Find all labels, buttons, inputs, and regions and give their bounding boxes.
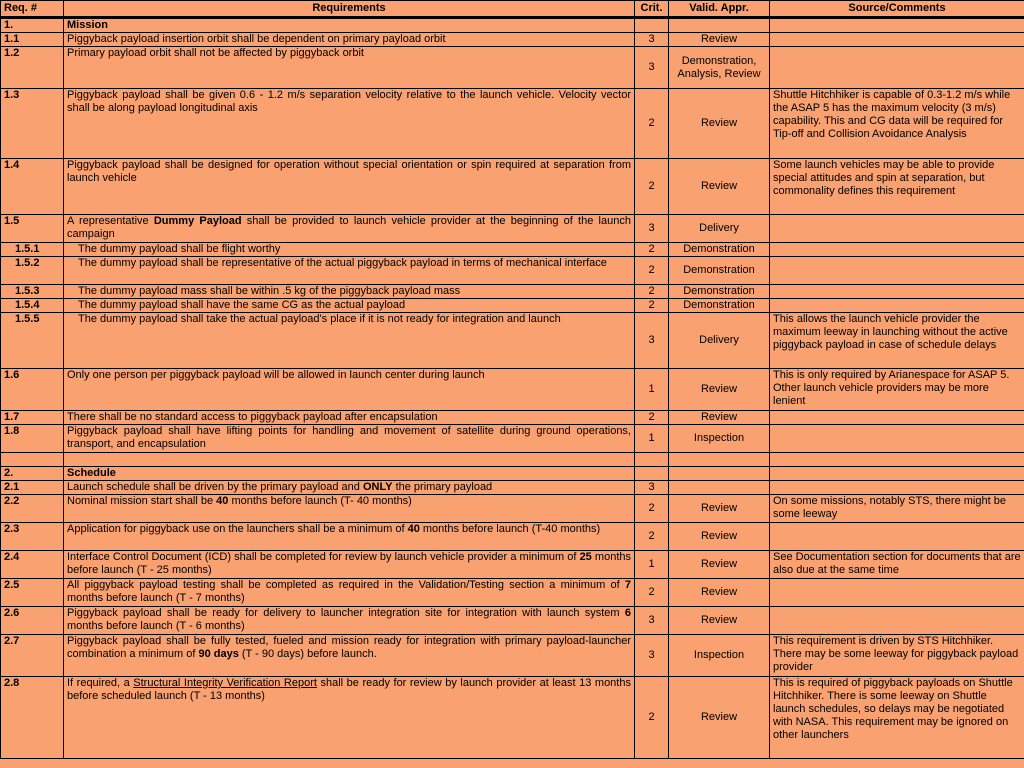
empty-cell [669,18,770,33]
req-text-bold: Dummy Payload [153,215,242,227]
table-row [1,635,1024,677]
req-source: See Documentation section for documents that are also due at the same time [770,551,1024,579]
req-text-bold: 90 days [198,648,239,660]
req-id: 1.7 [1,411,64,425]
table-row [1,411,1024,425]
table-row [1,215,1024,243]
req-id: 1.5.4 [1,299,64,313]
req-id: 2.8 [1,677,64,759]
req-source [770,215,1024,243]
req-text: Piggyback payload shall be designed for operation without special orientation or spin required at separation from launch vehicle [64,159,635,215]
req-text-part: A representative [67,215,154,227]
table-header-row [1,1,1024,18]
req-text: The dummy payload shall have the same CG as the actual payload [64,299,635,313]
req-text-part: (T - 90 days) before launch. [238,648,377,660]
table-row [1,523,1024,551]
table-row [1,33,1024,47]
table-row [1,481,1024,495]
req-validation: Review [669,411,770,425]
req-source [770,523,1024,551]
req-source: This is only required by Arianespace for ASAP 5. Other launch vehicle providers may be more lenient [770,369,1024,411]
req-source [770,285,1024,299]
req-id: 2.4 [1,551,64,579]
req-source [770,257,1024,285]
req-text: Piggyback payload shall have lifting points for handling and movement of satellite during ground operations, transport, and encapsulation [64,425,635,453]
table-row [1,89,1024,159]
req-crit: 2 [635,495,669,523]
req-validation: Review [669,495,770,523]
req-text-underlined: Structural Integrity Verification Report [133,677,317,689]
empty-cell [669,453,770,467]
table-row [1,495,1024,523]
empty-cell [1,453,64,467]
req-text-part: If required, a [67,677,134,689]
table-row [1,551,1024,579]
req-text-bold: 25 [579,551,592,563]
req-id: 2.7 [1,635,64,677]
req-text: Piggyback payload shall be given 0.6 - 1.2 m/s separation velocity relative to the launch vehicle. Velocity vector shall be along payload longitudinal axis [64,89,635,159]
req-crit: 2 [635,159,669,215]
req-id: 1.3 [1,89,64,159]
table-row [1,425,1024,453]
empty-cell [635,467,669,481]
req-validation: Review [669,159,770,215]
section-title: Schedule [64,467,635,481]
req-crit: 2 [635,285,669,299]
req-text-bold: 40 [407,523,420,535]
empty-cell [770,467,1024,481]
req-text: The dummy payload shall be representative of the actual piggyback payload in terms of mechanical interface [64,257,635,285]
req-crit: 1 [635,425,669,453]
req-source: This is required of piggyback payloads on Shuttle Hitchhiker. There is some leeway on Shuttle launch schedules, so delays may be negotiated with NASA. This requirement may be ignored on other launchers [770,677,1024,759]
req-crit: 3 [635,313,669,369]
req-text-part: shall be provided to launch vehicle provider at the beginning of the launch campaign [67,215,631,240]
req-validation: Review [669,89,770,159]
req-validation: Review [669,607,770,635]
header-validation-approach: Valid. Appr. [669,1,770,18]
req-crit: 2 [635,411,669,425]
table-row [1,607,1024,635]
req-text-part: months before launch (T-40 months) [419,523,601,535]
req-crit: 2 [635,677,669,759]
empty-cell [635,453,669,467]
req-id: 1.5.5 [1,313,64,369]
table-row [1,285,1024,299]
table-row [1,313,1024,369]
section-row-schedule [1,467,1024,481]
req-text-bold: 6 [624,607,631,619]
req-text [64,551,635,579]
req-text-part: Interface Control Document (ICD) shall be completed for review by launch vehicle provider a minimum of [67,551,580,563]
req-source [770,425,1024,453]
req-source: This allows the launch vehicle provider the maximum leeway in launching without the active piggyback payload in case of schedule delays [770,313,1024,369]
req-source [770,607,1024,635]
req-id: 1.2 [1,47,64,89]
req-crit: 3 [635,635,669,677]
req-crit: 2 [635,579,669,607]
req-text-part: months before launch (T- 40 months) [228,495,412,507]
req-crit: 2 [635,257,669,285]
req-text: The dummy payload shall be flight worthy [64,243,635,257]
empty-cell [635,18,669,33]
req-validation: Inspection [669,635,770,677]
req-crit: 3 [635,607,669,635]
req-text: There shall be no standard access to piggyback payload after encapsulation [64,411,635,425]
req-id: 1.5.3 [1,285,64,299]
req-text: The dummy payload shall take the actual payload's place if it is not ready for integration and launch [64,313,635,369]
req-crit: 2 [635,299,669,313]
req-text-bold: 7 [624,579,631,591]
req-validation [669,481,770,495]
req-text-bold: 40 [216,495,229,507]
req-id: 2.6 [1,607,64,635]
req-source [770,33,1024,47]
req-source [770,299,1024,313]
header-source-comments: Source/Comments [770,1,1024,18]
req-source [770,243,1024,257]
req-id: 1.1 [1,33,64,47]
req-id: 1. [1,18,64,33]
req-validation: Review [669,523,770,551]
req-crit: 2 [635,243,669,257]
req-validation: Review [669,579,770,607]
req-crit: 3 [635,481,669,495]
req-id: 1.6 [1,369,64,411]
req-validation: Review [669,551,770,579]
empty-cell [64,453,635,467]
req-crit: 3 [635,33,669,47]
table-row [1,299,1024,313]
req-id: 2.5 [1,579,64,607]
req-text [64,579,635,607]
req-text-part: months before launch (T - 7 months) [67,592,245,604]
req-text-part: Nominal mission start shall be [67,495,217,507]
req-crit: 3 [635,215,669,243]
req-text [64,635,635,677]
header-criticality: Crit. [635,1,669,18]
req-text-part: Piggyback payload shall be fully tested, fueled and mission ready for integration with primary payload-launcher combination a minimum of [67,635,631,660]
req-id: 1.5.1 [1,243,64,257]
req-source: This requirement is driven by STS Hitchhiker. There may be some leeway for piggyback payload provider [770,635,1024,677]
header-requirements: Requirements [64,1,635,18]
req-crit: 1 [635,369,669,411]
req-validation: Review [669,369,770,411]
req-text-bold: ONLY [362,481,393,493]
req-validation: Demonstration [669,243,770,257]
section-row-mission [1,18,1024,33]
req-validation: Inspection [669,425,770,453]
req-text-part: the primary payload [392,481,493,493]
req-text-part: months before launch (T - 25 months) [67,551,631,576]
req-source: Shuttle Hitchhiker is capable of 0.3-1.2 m/s while the ASAP 5 has the maximum velocity (3 m/s) capability. This and CG data will be required for Tip-off and Collision Avoidance Analysis [770,89,1024,159]
req-validation: Review [669,33,770,47]
req-text-part: Piggyback payload shall be ready for delivery to launcher integration site for integration with launch system [67,607,625,619]
req-text-part: Application for piggyback use on the launchers shall be a minimum of [67,523,408,535]
req-id: 2.2 [1,495,64,523]
table-row [1,369,1024,411]
req-source [770,579,1024,607]
req-text [64,215,635,243]
req-text: Piggyback payload insertion orbit shall be dependent on primary payload orbit [64,33,635,47]
table-row [1,677,1024,759]
table-row [1,257,1024,285]
req-text-part: Launch schedule shall be driven by the primary payload and [67,481,363,493]
req-id: 1.8 [1,425,64,453]
req-id: 2. [1,467,64,481]
req-crit: 2 [635,523,669,551]
table-row [1,47,1024,89]
req-text: Primary payload orbit shall not be affected by piggyback orbit [64,47,635,89]
req-source: Some launch vehicles may be able to provide special attitudes and spin at separation, but commonality defines this requirement [770,159,1024,215]
req-text [64,523,635,551]
req-validation: Delivery [669,215,770,243]
header-req-number: Req. # [1,1,64,18]
req-text-part: shall be ready for review by launch provider at least 13 months before scheduled launch (T - 13 months) [67,677,631,702]
req-validation: Delivery [669,313,770,369]
req-id: 1.5 [1,215,64,243]
req-crit: 1 [635,551,669,579]
empty-cell [770,18,1024,33]
req-text: Only one person per piggyback payload will be allowed in launch center during launch [64,369,635,411]
req-id: 1.4 [1,159,64,215]
req-validation: Demonstration, Analysis, Review [669,47,770,89]
req-text [64,481,635,495]
req-validation: Demonstration [669,299,770,313]
req-text-part: All piggyback payload testing shall be completed as required in the Validation/Testing section a minimum of [67,579,625,591]
req-crit: 3 [635,47,669,89]
table-row [1,579,1024,607]
req-validation: Review [669,677,770,759]
empty-cell [669,467,770,481]
req-validation: Demonstration [669,285,770,299]
req-id: 2.3 [1,523,64,551]
req-id: 1.5.2 [1,257,64,285]
req-source [770,481,1024,495]
req-text-part: months before launch (T - 6 months) [67,620,245,632]
req-source: On some missions, notably STS, there might be some leeway [770,495,1024,523]
empty-cell [770,453,1024,467]
req-source [770,411,1024,425]
req-crit: 2 [635,89,669,159]
req-text [64,607,635,635]
req-id: 2.1 [1,481,64,495]
section-title: Mission [64,18,635,33]
req-text [64,495,635,523]
table-row [1,159,1024,215]
blank-row [1,453,1024,467]
req-source [770,47,1024,89]
req-text [64,677,635,759]
req-text: The dummy payload mass shall be within .5 kg of the piggyback payload mass [64,285,635,299]
table-row [1,243,1024,257]
req-validation: Demonstration [669,257,770,285]
